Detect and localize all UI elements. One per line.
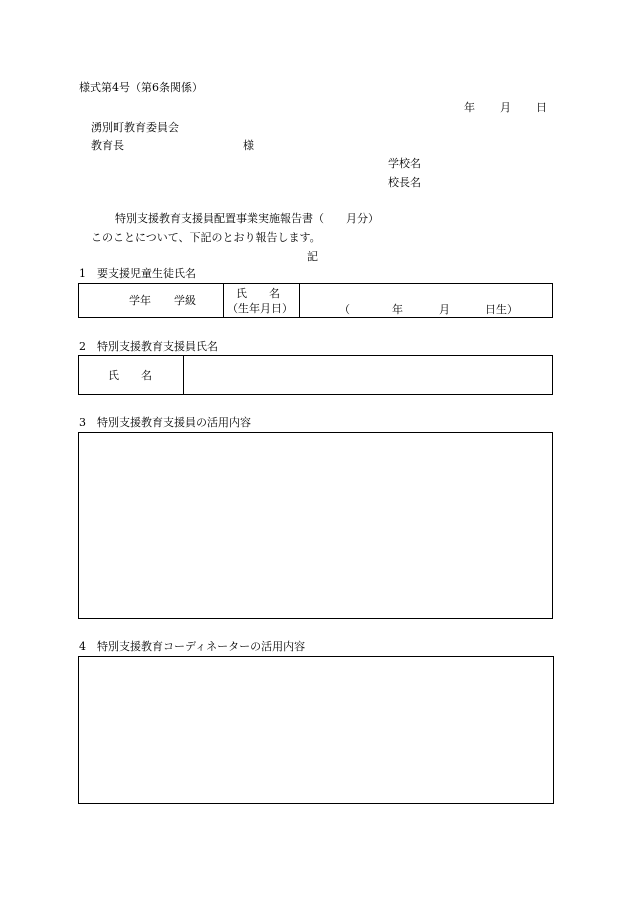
supporter-name-label: 氏 名 xyxy=(108,369,152,382)
report-intro: このことについて、下記のとおり報告します。 xyxy=(91,231,321,244)
section4-heading: 4 特別支援教育コーディネーターの活用内容 xyxy=(79,640,306,653)
dob-label: （生年月日） xyxy=(227,302,293,315)
student-table xyxy=(78,283,553,318)
grade-label: 学年 xyxy=(129,294,151,307)
principal-name-label: 校長名 xyxy=(388,176,421,189)
table-divider xyxy=(223,284,224,317)
student-name-label: 氏 名 xyxy=(236,287,280,300)
supporter-usage-box[interactable] xyxy=(78,432,553,619)
section2-heading: 2 特別支援教育支援員氏名 xyxy=(79,340,218,353)
class-label: 学級 xyxy=(174,294,196,307)
coordinator-usage-box[interactable] xyxy=(78,656,554,804)
dob-open-paren: （ xyxy=(339,303,350,316)
form-number: 様式第4号（第6条関係） xyxy=(79,81,203,94)
supporter-name-table xyxy=(78,355,553,395)
addressee-org: 湧別町教育委員会 xyxy=(91,121,179,134)
section3-heading: 3 特別支援教育支援員の活用内容 xyxy=(79,416,251,429)
date-month: 月 xyxy=(500,101,511,114)
dob-day: 日生） xyxy=(485,303,518,316)
table-divider xyxy=(299,284,300,317)
report-title: 特別支援教育支援員配置事業実施報告書（ 月分） xyxy=(115,212,379,225)
addressee-honorific: 様 xyxy=(243,139,254,152)
school-name-label: 学校名 xyxy=(388,157,421,170)
section1-heading: 1 要支援児童生徒氏名 xyxy=(79,267,196,280)
date-day: 日 xyxy=(536,101,547,114)
ki-marker: 記 xyxy=(307,250,318,263)
date-year: 年 xyxy=(464,101,475,114)
addressee-title: 教育長 xyxy=(91,139,124,152)
dob-month: 月 xyxy=(439,303,450,316)
table-divider xyxy=(183,356,184,394)
dob-year: 年 xyxy=(392,303,403,316)
